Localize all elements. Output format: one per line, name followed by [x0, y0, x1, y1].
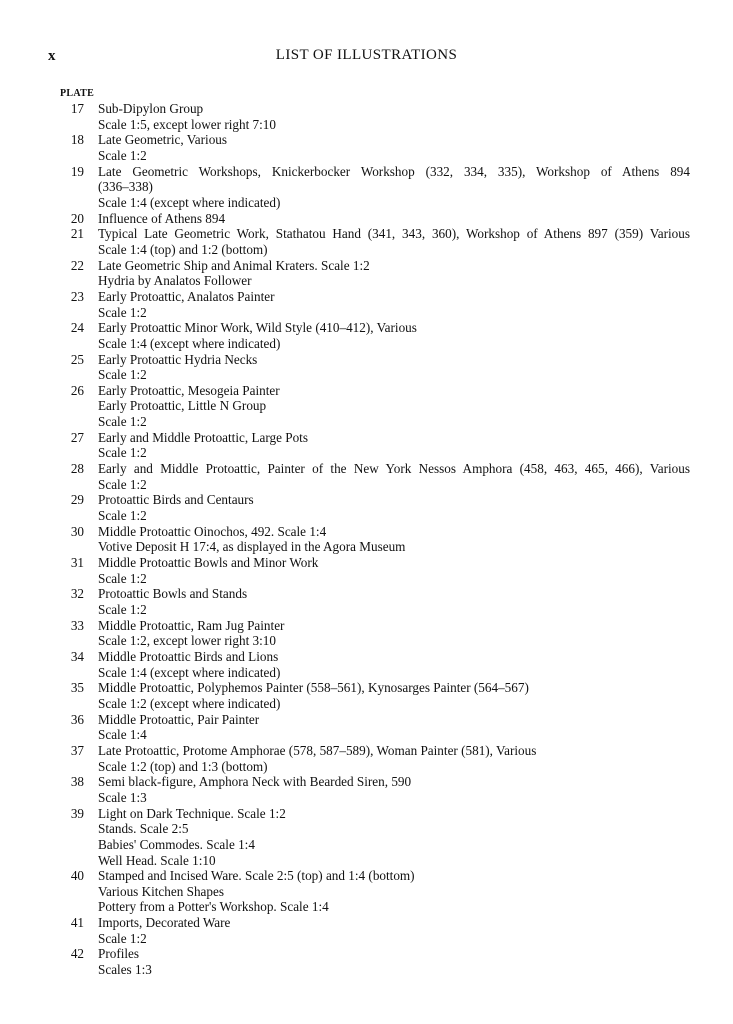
plate-description: [98, 101, 690, 132]
plate-entry: [60, 258, 690, 289]
plate-entry: [60, 524, 690, 555]
plate-description: [98, 258, 690, 289]
plate-title: Middle Protoattic Birds and Lions: [98, 648, 279, 664]
plate-number: 35: [70, 680, 84, 696]
plate-title: Middle Protoattic Bowls and Minor Work: [98, 555, 319, 571]
plate-title: Early Protoattic, Mesogeia Painter: [98, 382, 280, 398]
plate-description: [98, 743, 690, 774]
plate-entry: [60, 618, 690, 649]
plate-entry: [60, 430, 690, 461]
plate-description: [98, 586, 690, 617]
plate-detail-line: Scale 1:2 (except where indicated): [98, 695, 281, 711]
plate-detail-line: Scale 1:2: [98, 147, 147, 163]
plate-title: Late Geometric Workshops, Knickerbocker Workshop (332, 334, 335), Workshop of Athens 894: [98, 163, 690, 179]
plate-description: [98, 524, 690, 555]
plate-detail-line: (336–338): [98, 179, 153, 195]
plate-description: [98, 352, 690, 383]
plate-title: Protoattic Bowls and Stands: [98, 586, 248, 602]
plate-entry: [60, 383, 690, 430]
plate-title: Early and Middle Protoattic, Large Pots: [98, 429, 308, 445]
plate-title: Early and Middle Protoattic, Painter of the New York Nessos Amphora (458, 463, 465, 466), Various: [98, 461, 690, 477]
plate-entry: [60, 946, 690, 977]
plate-title: Early Protoattic, Analatos Painter: [98, 288, 275, 304]
plate-detail-line: Scale 1:3: [98, 789, 147, 805]
plate-entry: [60, 774, 690, 805]
plate-number: 24: [70, 320, 84, 336]
plate-detail-line: Stands. Scale 2:5: [98, 821, 189, 837]
plate-description: [98, 618, 690, 649]
plate-description: [98, 289, 690, 320]
plate-detail-line: Scale 1:2: [98, 602, 147, 617]
plate-title: Influence of Athens 894: [98, 210, 226, 226]
plate-detail-line: Scale 1:4 (except where indicated): [98, 335, 281, 351]
plate-number: 19: [70, 163, 84, 179]
plate-entry: [60, 101, 690, 132]
plate-detail-line: Babies' Commodes. Scale 1:4: [98, 836, 255, 852]
plate-entry: [60, 320, 690, 351]
plate-number: 41: [70, 915, 84, 931]
plate-description: [98, 806, 690, 869]
plate-description: [98, 430, 690, 461]
plate-detail-line: Scale 1:2: [98, 476, 147, 492]
plate-number: 31: [70, 555, 84, 571]
plate-title: Typical Late Geometric Work, Stathatou Hand (341, 343, 360), Workshop of Athens 897 (359) Various: [98, 226, 690, 242]
plate-number: 23: [70, 288, 84, 304]
plate-title: Middle Protoattic, Polyphemos Painter (558–561), Kynosarges Painter (564–567): [98, 680, 529, 696]
plate-description: [98, 211, 690, 227]
plate-detail-line: Scale 1:4 (top) and 1:2 (bottom): [98, 241, 268, 257]
page-number: x: [48, 48, 56, 64]
plate-detail-line: Early Protoattic, Little N Group: [98, 398, 267, 414]
plate-detail-line: Hydria by Analatos Follower: [98, 273, 252, 289]
plate-title: Protoattic Birds and Centaurs: [98, 492, 254, 508]
plate-number: 33: [70, 617, 84, 633]
plate-detail-line: Scale 1:2: [98, 414, 147, 430]
plate-entry: [60, 743, 690, 774]
plate-description: [98, 226, 690, 257]
plate-title: Middle Protoattic, Ram Jug Painter: [98, 617, 285, 633]
plate-number: 27: [70, 429, 84, 445]
plate-entry: [60, 492, 690, 523]
plate-title: Late Geometric, Various: [98, 132, 228, 148]
plate-description: [98, 868, 690, 915]
plate-number: 28: [70, 461, 84, 477]
plate-number: 22: [70, 257, 84, 273]
plate-entry: [60, 555, 690, 586]
plate-detail-line: Scale 1:2: [98, 304, 147, 320]
plate-detail-line: Scale 1:2, except lower right 3:10: [98, 633, 276, 649]
plate-description: [98, 320, 690, 351]
plate-description: [98, 555, 690, 586]
plate-detail-line: Scale 1:2: [98, 570, 147, 586]
plate-column-heading: PLATE: [60, 88, 95, 99]
plate-entry: [60, 132, 690, 163]
plate-number: 20: [70, 210, 84, 226]
plate-entry: [60, 806, 690, 869]
plate-description: [98, 712, 690, 743]
plate-detail-line: Scale 1:4 (except where indicated): [98, 664, 281, 680]
plate-entry: [60, 712, 690, 743]
plate-detail-line: Scale 1:5, except lower right 7:10: [98, 116, 276, 132]
plate-number: 26: [70, 382, 84, 398]
plate-entry: [60, 211, 690, 227]
plate-detail-line: Scale 1:4: [98, 727, 147, 743]
plate-title: Light on Dark Technique. Scale 1:2: [98, 805, 286, 821]
plate-detail-line: Various Kitchen Shapes: [98, 883, 224, 899]
plate-detail-line: Well Head. Scale 1:10: [98, 852, 216, 868]
plate-detail-line: Scales 1:3: [98, 962, 152, 978]
plate-detail-line: Scale 1:2: [98, 445, 147, 461]
plate-entry: [60, 352, 690, 383]
plate-description: [98, 774, 690, 805]
plate-detail-line: Scale 1:4 (except where indicated): [98, 194, 281, 210]
plate-number: 17: [70, 101, 84, 116]
plate-detail-line: Votive Deposit H 17:4, as displayed in the Agora Museum: [98, 539, 406, 555]
plate-number: 39: [70, 805, 84, 821]
plate-number: 42: [70, 946, 84, 962]
plate-title: Late Protoattic, Protome Amphorae (578, 587–589), Woman Painter (581), Various: [98, 742, 537, 758]
plate-entry: [60, 915, 690, 946]
plate-detail-line: Scale 1:2: [98, 930, 147, 946]
plate-description: [98, 649, 690, 680]
plate-title: Profiles: [98, 946, 140, 962]
plate-description: [98, 946, 690, 977]
plate-number: 38: [70, 774, 84, 790]
plate-list: [60, 101, 690, 978]
plate-entry: [60, 226, 690, 257]
plate-number: 21: [70, 226, 84, 242]
plate-title: Middle Protoattic Oinochos, 492. Scale 1:4: [98, 523, 327, 539]
plate-detail-line: Pottery from a Potter's Workshop. Scale 1:4: [98, 899, 329, 915]
page-title: LIST OF ILLUSTRATIONS: [275, 47, 458, 63]
plate-description: [98, 461, 690, 492]
plate-number: 36: [70, 711, 84, 727]
plate-description: [98, 915, 690, 946]
plate-entry: [60, 164, 690, 211]
plate-number: 32: [70, 586, 84, 602]
plate-title: Semi black-figure, Amphora Neck with Bearded Siren, 590: [98, 774, 412, 790]
plate-description: [98, 164, 690, 211]
plate-number: 29: [70, 492, 84, 508]
plate-title: Early Protoattic Minor Work, Wild Style (410–412), Various: [98, 320, 417, 336]
plate-number: 40: [70, 868, 84, 884]
plate-description: [98, 132, 690, 163]
plate-entry: [60, 461, 690, 492]
plate-title: Imports, Decorated Ware: [98, 915, 231, 931]
plate-entry: [60, 586, 690, 617]
plate-entry: [60, 289, 690, 320]
plate-title: Early Protoattic Hydria Necks: [98, 351, 258, 367]
plate-entry: [60, 649, 690, 680]
plate-entry: [60, 868, 690, 915]
plate-number: 37: [70, 742, 84, 758]
plate-number: 34: [70, 648, 84, 664]
plate-number: 18: [70, 132, 84, 148]
plate-detail-line: Scale 1:2 (top) and 1:3 (bottom): [98, 758, 268, 774]
plate-number: 25: [70, 351, 84, 367]
plate-title: Sub-Dipylon Group: [98, 101, 204, 116]
plate-entry: [60, 680, 690, 711]
plate-detail-line: Scale 1:2: [98, 367, 147, 383]
plate-description: [98, 492, 690, 523]
plate-title: Stamped and Incised Ware. Scale 2:5 (top) and 1:4 (bottom): [98, 868, 415, 884]
plate-title: Middle Protoattic, Pair Painter: [98, 711, 260, 727]
plate-description: [98, 680, 690, 711]
plate-description: [98, 383, 690, 430]
plate-number: 30: [70, 523, 84, 539]
plate-detail-line: Scale 1:2: [98, 508, 147, 524]
plate-title: Late Geometric Ship and Animal Kraters. Scale 1:2: [98, 257, 370, 273]
